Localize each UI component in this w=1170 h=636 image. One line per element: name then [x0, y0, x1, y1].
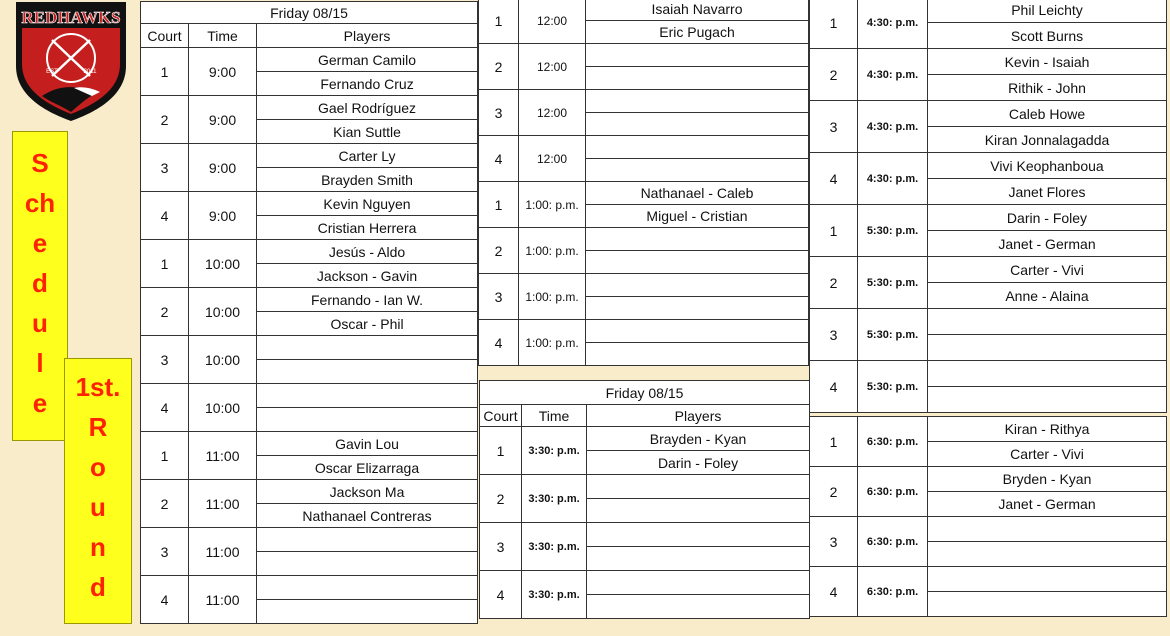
time-cell: 6:30: p.m.: [858, 467, 928, 517]
table-row: [141, 288, 478, 312]
court-cell: 3: [479, 90, 519, 136]
court-cell: 3: [141, 144, 189, 192]
player-cell: [587, 475, 810, 499]
time-cell: 11:00: [189, 576, 257, 624]
court-cell: 1: [479, 0, 519, 44]
table-row: [141, 576, 478, 600]
player-cell: Janet Flores: [928, 179, 1167, 205]
schedule-table-morning: [140, 1, 478, 624]
player-cell: Fernando - Ian W.: [257, 288, 478, 312]
table-row: [810, 467, 1167, 492]
schedule-table-midday: [478, 0, 809, 366]
player-cell: Kian Suttle: [257, 120, 478, 144]
player-cell: Kiran - Rithya: [928, 417, 1167, 442]
table-date: Friday 08/15: [480, 381, 810, 405]
player-cell: Brayden Smith: [257, 168, 478, 192]
round-text: 1st. R o u n d: [75, 372, 121, 602]
col-header-players: Players: [587, 405, 810, 427]
table-row: [479, 136, 809, 159]
schedule-table-evening: [809, 416, 1167, 617]
time-cell: 5:30: p.m.: [858, 257, 928, 309]
player-cell: [586, 159, 809, 182]
table-row: [141, 480, 478, 504]
player-cell: [586, 274, 809, 297]
table-row: [141, 144, 478, 168]
table-row: [479, 44, 809, 67]
time-cell: 10:00: [189, 336, 257, 384]
player-cell: Bryden - Kyan: [928, 467, 1167, 492]
player-cell: Darin - Foley: [587, 451, 810, 475]
table-row: [141, 48, 478, 72]
table-row: [141, 192, 478, 216]
table-row: [141, 336, 478, 360]
player-cell: [257, 384, 478, 408]
player-cell: Carter - Vivi: [928, 442, 1167, 467]
time-cell: 5:30: p.m.: [858, 361, 928, 413]
player-cell: [928, 592, 1167, 617]
player-cell: [586, 90, 809, 113]
player-cell: Kevin Nguyen: [257, 192, 478, 216]
time-cell: 10:00: [189, 288, 257, 336]
table-row: [479, 274, 809, 297]
player-cell: Gavin Lou: [257, 432, 478, 456]
court-cell: 4: [810, 567, 858, 617]
player-cell: [257, 552, 478, 576]
court-cell: 2: [480, 475, 522, 523]
time-cell: 6:30: p.m.: [858, 567, 928, 617]
court-cell: 1: [480, 427, 522, 475]
time-cell: 4:30: p.m.: [858, 101, 928, 153]
player-cell: [928, 542, 1167, 567]
time-cell: 9:00: [189, 144, 257, 192]
table-row: [141, 240, 478, 264]
table-row: [480, 523, 810, 547]
court-cell: 2: [141, 96, 189, 144]
player-cell: Jesús - Aldo: [257, 240, 478, 264]
schedule-table-afternoon: [479, 380, 810, 619]
court-cell: 2: [479, 44, 519, 90]
court-cell: 4: [141, 192, 189, 240]
player-cell: [928, 567, 1167, 592]
player-cell: [257, 360, 478, 384]
time-cell: 1:00: p.m.: [519, 182, 586, 228]
player-cell: [586, 297, 809, 320]
time-cell: 5:30: p.m.: [858, 309, 928, 361]
court-cell: 1: [810, 205, 858, 257]
col-header-court: Court: [141, 24, 189, 48]
time-cell: 5:30: p.m.: [858, 205, 928, 257]
table-date: Friday 08/15: [141, 2, 478, 24]
redhawks-logo: [12, 0, 130, 122]
time-cell: 1:00: p.m.: [519, 320, 586, 366]
court-cell: 4: [141, 384, 189, 432]
time-cell: 9:00: [189, 192, 257, 240]
player-cell: Miguel - Cristian: [586, 205, 809, 228]
time-cell: 1:00: p.m.: [519, 274, 586, 320]
schedule-label: [12, 131, 68, 441]
court-cell: 2: [810, 467, 858, 517]
player-cell: Nathanael Contreras: [257, 504, 478, 528]
player-cell: [257, 600, 478, 624]
player-cell: [586, 44, 809, 67]
court-cell: 3: [810, 309, 858, 361]
time-cell: 10:00: [189, 240, 257, 288]
table-row: [480, 427, 810, 451]
table-row: [479, 228, 809, 251]
schedule-text: S ch e d u l e: [24, 148, 56, 418]
player-cell: [928, 335, 1167, 361]
player-cell: Cristian Herrera: [257, 216, 478, 240]
time-cell: 4:30: p.m.: [858, 0, 928, 49]
court-cell: 3: [810, 517, 858, 567]
player-cell: [586, 320, 809, 343]
table-row: [810, 101, 1167, 127]
player-cell: Nathanael - Caleb: [586, 182, 809, 205]
table-row: [810, 153, 1167, 179]
court-cell: 2: [810, 49, 858, 101]
player-cell: Kevin - Isaiah: [928, 49, 1167, 75]
court-cell: 4: [480, 571, 522, 619]
table-row: [141, 528, 478, 552]
player-cell: Carter Ly: [257, 144, 478, 168]
court-cell: 4: [810, 153, 858, 205]
court-cell: 2: [479, 228, 519, 274]
time-cell: 11:00: [189, 528, 257, 576]
player-cell: [928, 361, 1167, 387]
player-cell: Kiran Jonnalagadda: [928, 127, 1167, 153]
player-cell: German Camilo: [257, 48, 478, 72]
time-cell: 12:00: [519, 44, 586, 90]
court-cell: 1: [810, 0, 858, 49]
player-cell: Brayden - Kyan: [587, 427, 810, 451]
table-row: [810, 517, 1167, 542]
player-cell: Oscar - Phil: [257, 312, 478, 336]
court-cell: 1: [141, 240, 189, 288]
player-cell: [587, 571, 810, 595]
player-cell: Carter - Vivi: [928, 257, 1167, 283]
player-cell: Fernando Cruz: [257, 72, 478, 96]
table-row: [479, 0, 809, 21]
time-cell: 3:30: p.m.: [522, 571, 587, 619]
col-header-court: Court: [480, 405, 522, 427]
court-cell: 2: [141, 288, 189, 336]
table-row: [810, 417, 1167, 442]
time-cell: 3:30: p.m.: [522, 427, 587, 475]
time-cell: 12:00: [519, 90, 586, 136]
player-cell: Rithik - John: [928, 75, 1167, 101]
table-row: [810, 361, 1167, 387]
player-cell: [257, 576, 478, 600]
player-cell: [586, 228, 809, 251]
player-cell: Janet - German: [928, 231, 1167, 257]
court-cell: 3: [479, 274, 519, 320]
player-cell: Janet - German: [928, 492, 1167, 517]
court-cell: 4: [479, 136, 519, 182]
player-cell: Phil Leichty: [928, 0, 1167, 23]
col-header-players: Players: [257, 24, 478, 48]
schedule-table-late-afternoon: [809, 0, 1167, 413]
time-cell: 12:00: [519, 0, 586, 44]
player-cell: [257, 528, 478, 552]
player-cell: Gael Rodríguez: [257, 96, 478, 120]
table-row: [480, 571, 810, 595]
time-cell: 9:00: [189, 48, 257, 96]
court-cell: 4: [479, 320, 519, 366]
player-cell: [586, 113, 809, 136]
player-cell: [586, 136, 809, 159]
round-label: [64, 358, 132, 624]
col-header-time: Time: [522, 405, 587, 427]
time-cell: 1:00: p.m.: [519, 228, 586, 274]
court-cell: 3: [810, 101, 858, 153]
player-cell: Jackson - Gavin: [257, 264, 478, 288]
table-row: [810, 567, 1167, 592]
table-row: [810, 49, 1167, 75]
time-cell: 10:00: [189, 384, 257, 432]
table-row: [480, 475, 810, 499]
player-cell: Isaiah Navarro: [586, 0, 809, 21]
player-cell: Scott Burns: [928, 23, 1167, 49]
court-cell: 1: [141, 432, 189, 480]
player-cell: [928, 309, 1167, 335]
table-row: [479, 182, 809, 205]
player-cell: Anne - Alaina: [928, 283, 1167, 309]
table-row: [810, 257, 1167, 283]
court-cell: 4: [810, 361, 858, 413]
player-cell: Vivi Keophanboua: [928, 153, 1167, 179]
player-cell: [928, 517, 1167, 542]
court-cell: 2: [141, 480, 189, 528]
court-cell: 2: [810, 257, 858, 309]
player-cell: [257, 336, 478, 360]
player-cell: [587, 523, 810, 547]
court-cell: 3: [141, 336, 189, 384]
court-cell: 3: [141, 528, 189, 576]
player-cell: [586, 251, 809, 274]
court-cell: 4: [141, 576, 189, 624]
player-cell: Darin - Foley: [928, 205, 1167, 231]
player-cell: [587, 595, 810, 619]
player-cell: [587, 547, 810, 571]
court-cell: 1: [479, 182, 519, 228]
player-cell: [928, 387, 1167, 413]
time-cell: 3:30: p.m.: [522, 475, 587, 523]
table-row: [810, 205, 1167, 231]
svg-text:EST: EST: [46, 69, 58, 75]
court-cell: 3: [480, 523, 522, 571]
player-cell: [586, 343, 809, 366]
time-cell: 11:00: [189, 480, 257, 528]
player-cell: [587, 499, 810, 523]
court-cell: 1: [810, 417, 858, 467]
time-cell: 4:30: p.m.: [858, 153, 928, 205]
player-cell: Caleb Howe: [928, 101, 1167, 127]
svg-text:2011: 2011: [83, 69, 97, 75]
table-row: [810, 0, 1167, 23]
table-row: [141, 96, 478, 120]
table-row: [141, 432, 478, 456]
table-row: [479, 90, 809, 113]
time-cell: 9:00: [189, 96, 257, 144]
table-row: [810, 309, 1167, 335]
player-cell: [586, 67, 809, 90]
table-row: [479, 320, 809, 343]
player-cell: [257, 408, 478, 432]
time-cell: 6:30: p.m.: [858, 517, 928, 567]
time-cell: 3:30: p.m.: [522, 523, 587, 571]
time-cell: 4:30: p.m.: [858, 49, 928, 101]
time-cell: 12:00: [519, 136, 586, 182]
col-header-time: Time: [189, 24, 257, 48]
player-cell: Eric Pugach: [586, 21, 809, 44]
court-cell: 1: [141, 48, 189, 96]
time-cell: 11:00: [189, 432, 257, 480]
player-cell: Jackson Ma: [257, 480, 478, 504]
player-cell: Oscar Elizarraga: [257, 456, 478, 480]
svg-text:REDHAWKS: REDHAWKS: [21, 8, 121, 27]
time-cell: 6:30: p.m.: [858, 417, 928, 467]
table-row: [141, 384, 478, 408]
